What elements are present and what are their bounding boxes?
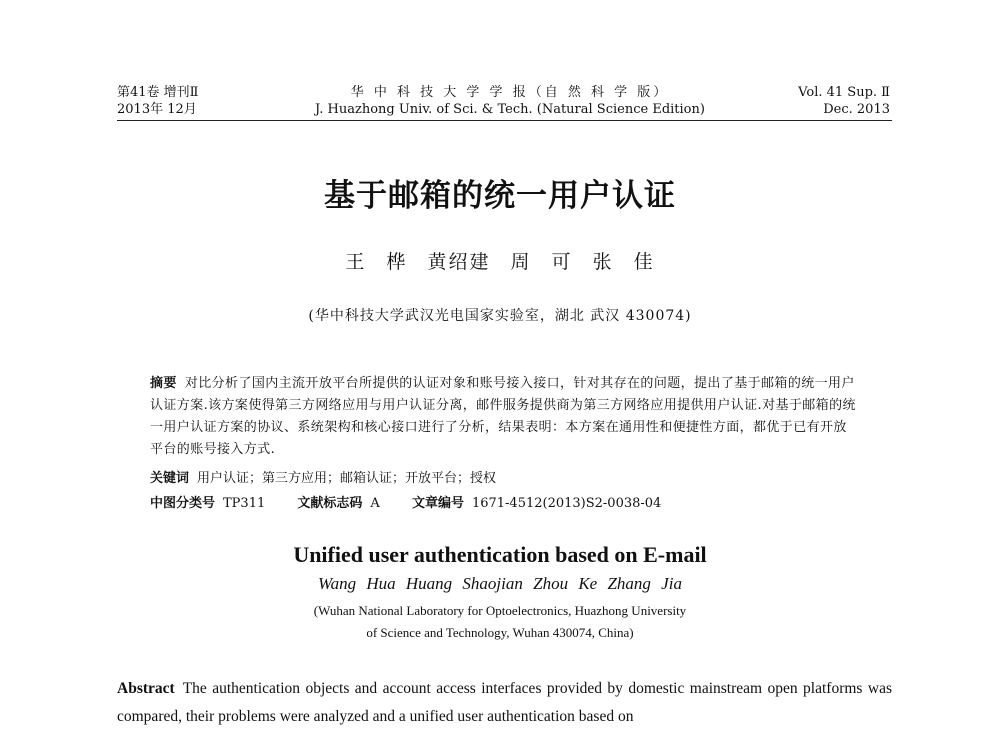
affiliation-cn: (华中科技大学武汉光电国家实验室，湖北 武汉 430074) bbox=[308, 308, 692, 324]
date-en: Dec. 2013 bbox=[823, 102, 890, 117]
affiliation-en-line1: (Wuhan National Laboratory for Optoelectronics, Huazhong University bbox=[313, 603, 687, 618]
keywords-cn-label: 关键词 bbox=[150, 471, 190, 486]
doc-code-value: A bbox=[370, 496, 380, 511]
clc-value: TP311 bbox=[223, 496, 266, 511]
volume-en: Vol. 41 Sup. Ⅱ bbox=[798, 85, 890, 100]
abstract-en-label: Abstract bbox=[117, 680, 175, 697]
journal-name-en: J. Huazhong Univ. of Sci. & Tech. (Natural Science Edition) bbox=[315, 102, 705, 117]
authors-en: Wang Hua Huang Shaojian Zhou Ke Zhang Jia bbox=[318, 574, 682, 593]
authors-cn: 王 桦 黄绍建 周 可 张 佳 bbox=[345, 251, 655, 273]
affiliation-en-line2: of Science and Technology, Wuhan 430074, China) bbox=[366, 625, 634, 640]
article-no-label: 文章编号 bbox=[411, 496, 464, 511]
paper-title-en: Unified user authentication based on E-mail bbox=[293, 542, 707, 567]
keywords-cn-text: 用户认证；第三方应用；邮箱认证；开放平台；授权 bbox=[197, 471, 497, 486]
abstract-cn-label: 摘要 bbox=[150, 376, 177, 391]
date-cn: 2013年 12月 bbox=[117, 102, 197, 117]
header-right bbox=[798, 84, 890, 118]
volume-cn: 第41卷 增刊Ⅱ bbox=[117, 85, 199, 100]
abstract-cn-text: 对比分析了国内主流开放平台所提供的认证对象和账号接入接口，针对其存在的问题，提出了基于邮箱的统一用户认证方案.该方案使得第三方网络应用与用户认证分离，邮件服务提供商为第三方网络应用提供用户认证.对基于邮箱的统一用户认证方案的协议、系统架构和核心接口进行了分析，结果表明：本方案在通用性和便捷性方面，都优于已有开放平台的账号接入方式. bbox=[150, 376, 856, 457]
journal-name-cn: 华 中 科 技 大 学 学 报（自 然 科 学 版） bbox=[350, 85, 670, 100]
abstract-en bbox=[117, 675, 892, 731]
classification-line bbox=[150, 492, 661, 511]
clc-label: 中图分类号 bbox=[150, 496, 216, 511]
header-left bbox=[117, 84, 199, 118]
doc-code-label: 文献标志码 bbox=[297, 496, 363, 511]
abstract-en-text: The authentication objects and account access interfaces provided by domestic mainstream open platforms was compared, their problems were analyzed and a unified user authentication based on bbox=[117, 680, 892, 725]
header-journal bbox=[300, 84, 720, 118]
abstract-cn bbox=[150, 373, 860, 461]
affiliation-en bbox=[0, 600, 1000, 644]
article-no-value: 1671-4512(2013)S2-0038-04 bbox=[471, 496, 662, 511]
keywords-cn bbox=[150, 467, 496, 486]
paper-title-cn: 基于邮箱的统一用户认证 bbox=[324, 178, 676, 214]
header-rule bbox=[117, 120, 892, 121]
